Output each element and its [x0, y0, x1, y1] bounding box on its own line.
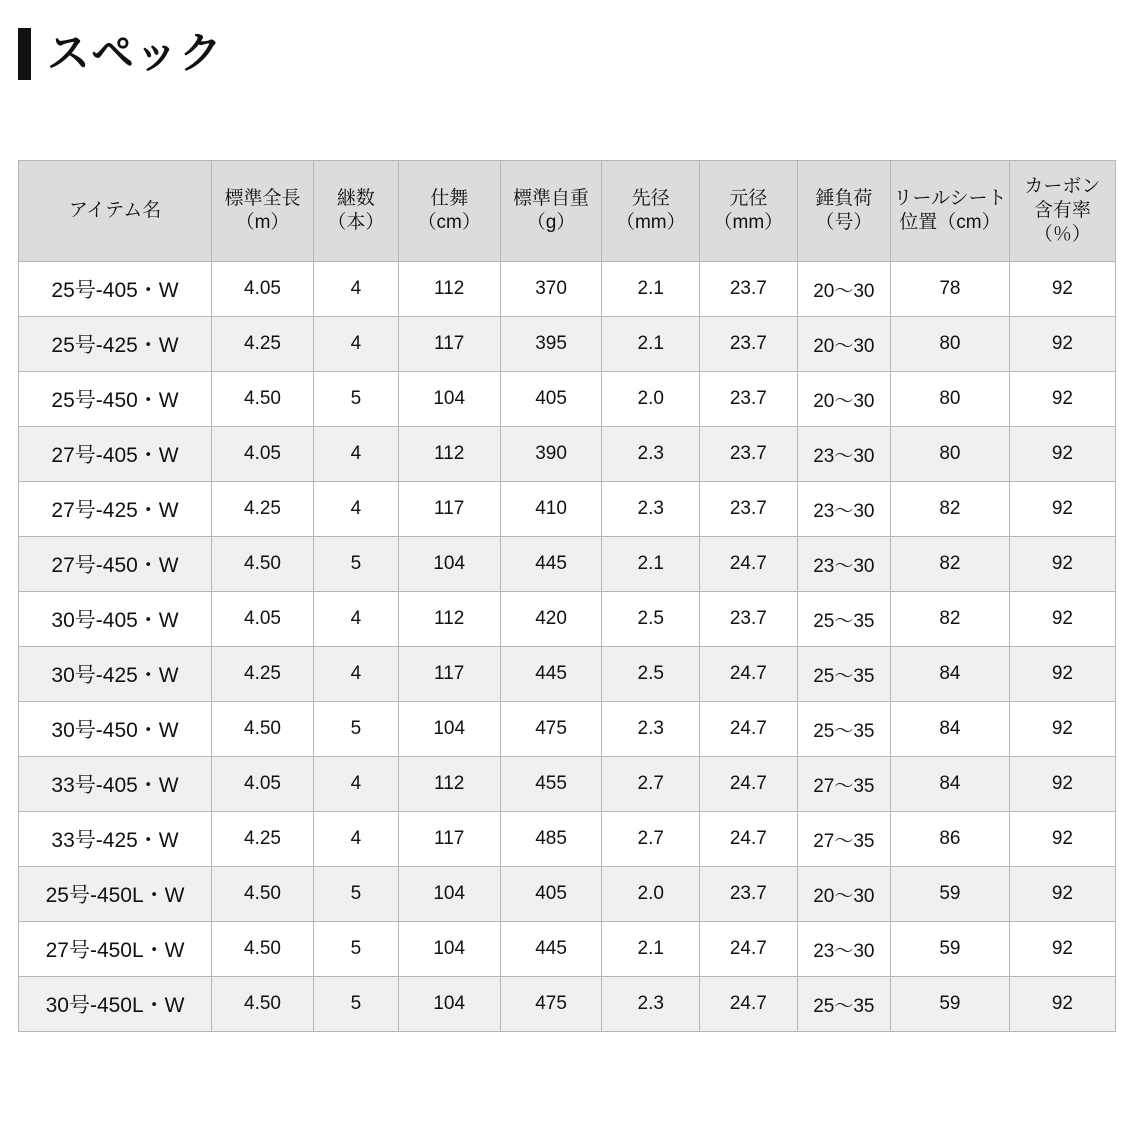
cell-value: 24.7 — [700, 647, 798, 702]
cell-value: 24.7 — [700, 757, 798, 812]
cell-value: 104 — [398, 977, 500, 1032]
cell-value: 2.7 — [602, 812, 700, 867]
cell-value: 23〜30 — [797, 427, 890, 482]
cell-value: 23〜30 — [797, 922, 890, 977]
cell-value: 4.05 — [212, 592, 314, 647]
cell-value: 455 — [500, 757, 602, 812]
cell-value: 86 — [891, 812, 1010, 867]
cell-value: 4 — [313, 812, 398, 867]
column-header-name: 標準全長 — [224, 188, 301, 210]
cell-value: 80 — [891, 317, 1010, 372]
cell-value: 80 — [891, 372, 1010, 427]
cell-value: 84 — [891, 702, 1010, 757]
column-header-1 — [212, 161, 314, 262]
cell-value: 78 — [891, 262, 1010, 317]
cell-value: 112 — [398, 592, 500, 647]
cell-value: 5 — [313, 977, 398, 1032]
column-header-name: 先径 — [631, 188, 670, 210]
cell-value: 92 — [1009, 427, 1115, 482]
cell-value: 5 — [313, 537, 398, 592]
cell-value: 27〜35 — [797, 757, 890, 812]
cell-value: 23.7 — [700, 262, 798, 317]
cell-item-name: 25号-425・W — [19, 317, 212, 372]
cell-value: 104 — [398, 922, 500, 977]
cell-value: 4.50 — [212, 372, 314, 427]
column-header-name: 標準自重 — [513, 188, 590, 210]
column-header-6 — [700, 161, 798, 262]
cell-value: 4.50 — [212, 702, 314, 757]
cell-value: 25〜35 — [797, 977, 890, 1032]
table-row — [19, 427, 1116, 482]
table-row — [19, 482, 1116, 537]
cell-item-name: 27号-405・W — [19, 427, 212, 482]
column-header-unit: （mm） — [615, 212, 686, 233]
cell-value: 445 — [500, 922, 602, 977]
cell-value: 23〜30 — [797, 482, 890, 537]
table-row — [19, 702, 1116, 757]
table-row — [19, 757, 1116, 812]
cell-value: 4.50 — [212, 867, 314, 922]
cell-item-name: 30号-450・W — [19, 702, 212, 757]
cell-value: 4.25 — [212, 812, 314, 867]
cell-item-name: 33号-425・W — [19, 812, 212, 867]
cell-value: 92 — [1009, 812, 1115, 867]
cell-value: 27〜35 — [797, 812, 890, 867]
cell-value: 405 — [500, 867, 602, 922]
cell-value: 405 — [500, 372, 602, 427]
cell-value: 20〜30 — [797, 372, 890, 427]
cell-value: 24.7 — [700, 977, 798, 1032]
cell-value: 92 — [1009, 757, 1115, 812]
cell-value: 92 — [1009, 262, 1115, 317]
page-title-text: スペック — [47, 29, 223, 78]
cell-value: 84 — [891, 647, 1010, 702]
cell-item-name: 27号-450L・W — [19, 922, 212, 977]
cell-value: 92 — [1009, 922, 1115, 977]
cell-value: 20〜30 — [797, 262, 890, 317]
cell-value: 24.7 — [700, 702, 798, 757]
cell-value: 117 — [398, 317, 500, 372]
cell-value: 370 — [500, 262, 602, 317]
cell-item-name: 27号-450・W — [19, 537, 212, 592]
cell-value: 2.1 — [602, 262, 700, 317]
column-header-name: 錘負荷 — [815, 188, 873, 210]
cell-value: 5 — [313, 372, 398, 427]
cell-value: 20〜30 — [797, 317, 890, 372]
cell-value: 23.7 — [700, 317, 798, 372]
page-title — [0, 0, 1134, 90]
cell-value: 25〜35 — [797, 647, 890, 702]
cell-value: 445 — [500, 537, 602, 592]
cell-value: 2.7 — [602, 757, 700, 812]
cell-value: 92 — [1009, 592, 1115, 647]
cell-value: 485 — [500, 812, 602, 867]
column-header-9 — [1009, 161, 1115, 262]
column-header-unit: （mm） — [713, 212, 784, 233]
cell-value: 92 — [1009, 537, 1115, 592]
spec-table — [18, 160, 1116, 1032]
cell-value: 59 — [891, 922, 1010, 977]
cell-value: 104 — [398, 537, 500, 592]
cell-value: 4 — [313, 757, 398, 812]
cell-value: 2.1 — [602, 922, 700, 977]
cell-value: 23.7 — [700, 427, 798, 482]
cell-value: 59 — [891, 867, 1010, 922]
cell-value: 4.05 — [212, 427, 314, 482]
column-header-unit: （cm） — [417, 212, 481, 233]
column-header-unit: （号） — [815, 212, 873, 233]
table-row — [19, 592, 1116, 647]
cell-value: 84 — [891, 757, 1010, 812]
cell-value: 2.3 — [602, 482, 700, 537]
cell-value: 475 — [500, 977, 602, 1032]
spec-table-head — [19, 161, 1116, 262]
column-header-4 — [500, 161, 602, 262]
cell-value: 4 — [313, 592, 398, 647]
cell-value: 23.7 — [700, 867, 798, 922]
cell-value: 104 — [398, 867, 500, 922]
cell-item-name: 33号-405・W — [19, 757, 212, 812]
cell-value: 20〜30 — [797, 867, 890, 922]
cell-value: 4 — [313, 317, 398, 372]
table-row — [19, 647, 1116, 702]
cell-value: 104 — [398, 372, 500, 427]
cell-item-name: 25号-450L・W — [19, 867, 212, 922]
column-header-0 — [19, 161, 212, 262]
column-header-unit: （g） — [526, 212, 576, 233]
cell-value: 2.0 — [602, 372, 700, 427]
cell-value: 4.50 — [212, 922, 314, 977]
cell-value: 112 — [398, 262, 500, 317]
column-header-name: アイテム名 — [68, 200, 162, 222]
column-header-name: 仕舞 — [430, 188, 469, 210]
cell-value: 4.50 — [212, 977, 314, 1032]
cell-item-name: 30号-425・W — [19, 647, 212, 702]
cell-value: 82 — [891, 592, 1010, 647]
cell-value: 92 — [1009, 482, 1115, 537]
table-row — [19, 922, 1116, 977]
cell-value: 82 — [891, 482, 1010, 537]
cell-value: 475 — [500, 702, 602, 757]
cell-value: 112 — [398, 757, 500, 812]
cell-value: 4.05 — [212, 757, 314, 812]
column-header-8 — [891, 161, 1010, 262]
cell-value: 92 — [1009, 977, 1115, 1032]
column-header-name: 元径 — [729, 188, 768, 210]
cell-value: 420 — [500, 592, 602, 647]
column-header-7 — [797, 161, 890, 262]
cell-value: 82 — [891, 537, 1010, 592]
cell-value: 5 — [313, 922, 398, 977]
cell-value: 2.5 — [602, 592, 700, 647]
cell-value: 24.7 — [700, 537, 798, 592]
cell-value: 2.0 — [602, 867, 700, 922]
cell-value: 2.5 — [602, 647, 700, 702]
column-header-unit: （本） — [327, 212, 385, 233]
cell-value: 92 — [1009, 372, 1115, 427]
cell-value: 5 — [313, 867, 398, 922]
cell-value: 2.3 — [602, 977, 700, 1032]
table-row — [19, 262, 1116, 317]
cell-value: 4.25 — [212, 482, 314, 537]
cell-value: 92 — [1009, 647, 1115, 702]
cell-value: 92 — [1009, 867, 1115, 922]
column-header-5 — [602, 161, 700, 262]
cell-value: 4.25 — [212, 647, 314, 702]
column-header-3 — [398, 161, 500, 262]
cell-value: 25〜35 — [797, 702, 890, 757]
table-row — [19, 977, 1116, 1032]
cell-value: 80 — [891, 427, 1010, 482]
cell-value: 410 — [500, 482, 602, 537]
column-header-name: リールシート — [893, 188, 1007, 210]
cell-value: 2.1 — [602, 537, 700, 592]
column-header-name: カーボン — [1024, 176, 1101, 198]
cell-value: 4 — [313, 482, 398, 537]
cell-value: 23.7 — [700, 592, 798, 647]
cell-item-name: 30号-405・W — [19, 592, 212, 647]
column-header-unit: （m） — [235, 212, 290, 233]
table-row — [19, 317, 1116, 372]
cell-value: 2.3 — [602, 427, 700, 482]
cell-value: 4.05 — [212, 262, 314, 317]
table-row — [19, 372, 1116, 427]
spec-table-wrapper — [18, 160, 1116, 1032]
column-header-name: 継数 — [336, 188, 375, 210]
cell-value: 2.3 — [602, 702, 700, 757]
cell-value: 2.1 — [602, 317, 700, 372]
cell-value: 92 — [1009, 317, 1115, 372]
cell-value: 23〜30 — [797, 537, 890, 592]
cell-value: 4 — [313, 647, 398, 702]
cell-value: 117 — [398, 482, 500, 537]
column-header-unit: 含有率（％） — [1033, 200, 1091, 245]
cell-value: 4.25 — [212, 317, 314, 372]
cell-value: 390 — [500, 427, 602, 482]
table-row — [19, 867, 1116, 922]
cell-item-name: 30号-450L・W — [19, 977, 212, 1032]
cell-value: 4 — [313, 427, 398, 482]
cell-value: 104 — [398, 702, 500, 757]
cell-value: 4.50 — [212, 537, 314, 592]
cell-value: 4 — [313, 262, 398, 317]
title-accent-bar — [18, 28, 31, 80]
cell-value: 25〜35 — [797, 592, 890, 647]
cell-value: 395 — [500, 317, 602, 372]
cell-item-name: 25号-450・W — [19, 372, 212, 427]
cell-value: 59 — [891, 977, 1010, 1032]
spec-table-body — [19, 262, 1116, 1032]
cell-value: 92 — [1009, 702, 1115, 757]
cell-value: 5 — [313, 702, 398, 757]
cell-item-name: 27号-425・W — [19, 482, 212, 537]
cell-value: 445 — [500, 647, 602, 702]
cell-value: 24.7 — [700, 812, 798, 867]
cell-item-name: 25号-405・W — [19, 262, 212, 317]
cell-value: 112 — [398, 427, 500, 482]
cell-value: 23.7 — [700, 372, 798, 427]
cell-value: 117 — [398, 812, 500, 867]
table-row — [19, 537, 1116, 592]
column-header-2 — [313, 161, 398, 262]
cell-value: 117 — [398, 647, 500, 702]
cell-value: 24.7 — [700, 922, 798, 977]
cell-value: 23.7 — [700, 482, 798, 537]
column-header-unit: 位置（cm） — [899, 212, 1001, 233]
table-row — [19, 812, 1116, 867]
table-header-row — [19, 161, 1116, 262]
